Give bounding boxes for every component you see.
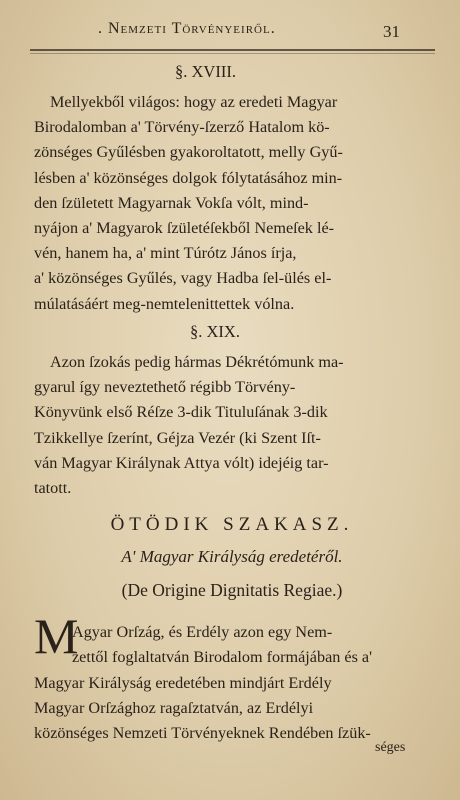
header-rule-thin: [30, 53, 435, 54]
running-head: . Nemzeti Törvényeiről.: [98, 20, 276, 37]
text-line: zönséges Gyűlésben gyakoroltatott, melly Gyű-: [34, 143, 343, 162]
text-line: Agyar Orſzág, és Erdély azon egy Nem-: [72, 623, 333, 641]
text-line: ván Magyar Királynak Attya vólt) idejéig tar-: [34, 453, 329, 472]
chapter-title: ÖTÖDIK SZAKASZ.: [110, 514, 354, 535]
page-number: 31: [383, 22, 400, 41]
text-line: Magyar Orſzághoz ragaſztatván, az Erdélyi: [34, 699, 314, 718]
catchword: séges: [375, 740, 406, 755]
text-line: közönséges Nemzeti Törvényeknek Rendében ſzük-: [34, 724, 371, 743]
text-line: Magyar Királyság eredetében mindjárt Erdély: [34, 674, 332, 692]
text-line: nyájon a' Magyarok ſzületéſekből Nemeſek lé-: [34, 219, 335, 238]
chapter-subtitle: A' Magyar Királyság eredetéről.: [121, 547, 343, 566]
text-line: zettől foglaltatván Birodalom formájában és a': [72, 648, 373, 667]
section-xviii-text: [34, 90, 430, 317]
final-paragraph-text: [34, 671, 430, 747]
header-rule: [30, 49, 435, 51]
text-line: Birodalomban a' Törvény-ſzerző Hatalom kö-: [34, 118, 330, 137]
text-line: lésben a' közönséges dolgok fólytatásához min-: [34, 168, 343, 187]
section-xix-text: [34, 350, 430, 501]
text-line: Azon ſzokás pedig hármas Dékrétómunk ma-: [50, 353, 344, 371]
text-line: Mellyekből világos: hogy az eredeti Magyar: [50, 93, 338, 111]
chapter-latin-title: (De Origine Dignitatis Regiae.): [121, 580, 343, 600]
section-heading-xix: §. XIX.: [190, 322, 240, 341]
text-line: vén, hanem ha, a' mint Túrótz János írja,: [34, 244, 297, 263]
text-line: tatott.: [34, 479, 72, 498]
text-line: múlatásáért meg-nemtelenittettek vólna.: [34, 294, 295, 313]
drop-cap: M: [34, 608, 79, 664]
text-line: gyarul így neveztethető régibb Törvény-: [34, 378, 296, 397]
text-line: a' közönséges Gyűlés, vagy Hadba ſel-ülés el-: [34, 269, 332, 288]
text-line: Könyvünk első Réſze 3-dik Tituluſának 3-dik: [34, 403, 328, 422]
section-heading-xviii: §. XVIII.: [175, 62, 236, 81]
text-line: den ſzületett Magyarnak Vokſa vólt, mind-: [34, 193, 309, 212]
final-paragraph-first-lines: [72, 620, 432, 670]
text-line: Tzikkellye ſzerínt, Géjza Vezér (ki Szent Iſt-: [34, 428, 321, 447]
